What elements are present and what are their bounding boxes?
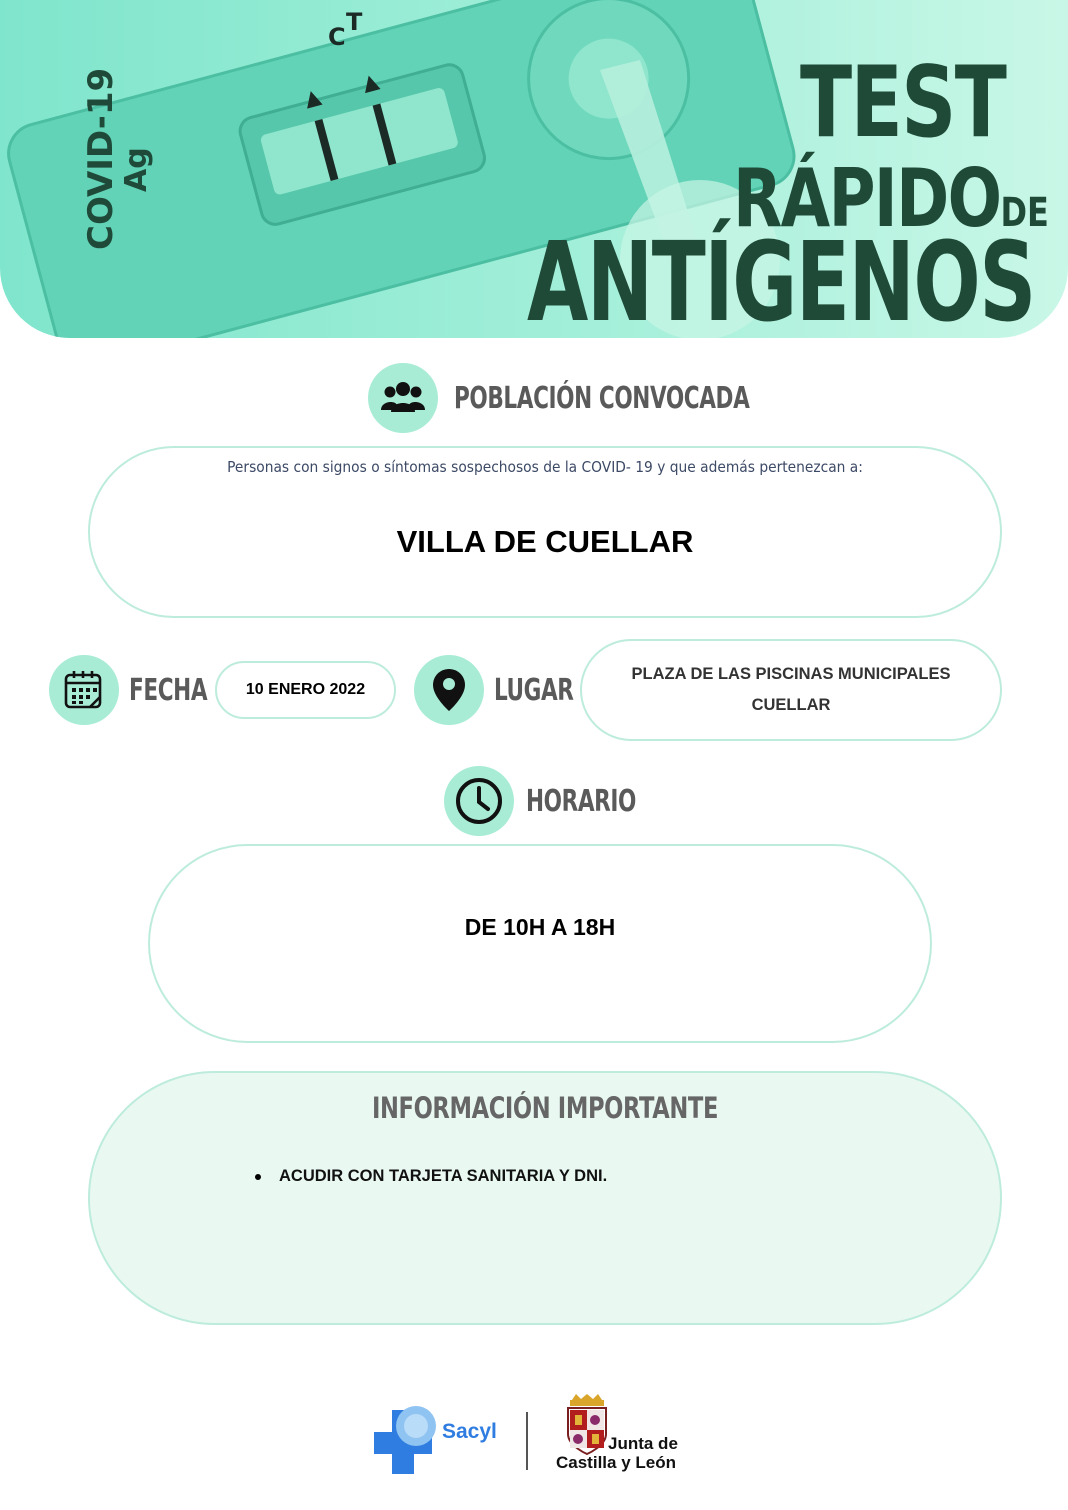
title-line-antigenos: ANTÍGENOS [527, 218, 1035, 338]
horario-box [148, 844, 932, 1043]
fecha-box [215, 661, 396, 719]
poblacion-intro: Personas con signos o síntomas sospechosos de la COVID- 19 y que además pertenezcan a: [227, 458, 863, 476]
info-heading: INFORMACIÓN IMPORTANTE [371, 1091, 719, 1125]
lugar-box [580, 639, 1002, 741]
title-line-test: TEST [800, 46, 1006, 160]
poblacion-heading: POBLACIÓN CONVOCADA [454, 380, 750, 416]
footer-logos [370, 1390, 710, 1480]
info-list [255, 1167, 607, 1186]
junta-line2: Castilla y León [556, 1453, 676, 1472]
info-item-text: ACUDIR CON TARJETA SANITARIA Y DNI. [279, 1167, 608, 1185]
sacyl-logo-icon [370, 1402, 440, 1482]
info-box [88, 1071, 1002, 1325]
group-icon [368, 363, 438, 433]
clock-icon [444, 766, 514, 836]
list-item [255, 1167, 607, 1186]
lugar-line2: CUELLAR [751, 696, 831, 714]
fecha-value: 10 ENERO 2022 [245, 681, 366, 698]
lugar-heading: LUGAR [494, 672, 574, 708]
horario-heading: HORARIO [526, 783, 636, 819]
logo-divider [526, 1412, 528, 1470]
kit-label-line2: Ag [119, 147, 154, 192]
hero-banner [0, 0, 1068, 338]
lugar-line1: PLAZA DE LAS PISCINAS MUNICIPALES [631, 665, 951, 683]
poblacion-header [368, 363, 823, 433]
poblacion-box [88, 446, 1002, 618]
horario-value: DE 10H A 18H [464, 914, 616, 940]
calendar-icon [49, 655, 119, 725]
fecha-heading: FECHA [129, 672, 208, 708]
bullet-icon [255, 1174, 261, 1180]
horario-header [444, 766, 663, 836]
junta-line1: Junta de [608, 1434, 678, 1453]
kit-marker-c: C [328, 23, 346, 51]
kit-marker-t: T [346, 8, 363, 36]
fecha-header [49, 655, 227, 725]
kit-label-line1: COVID-19 [81, 67, 121, 250]
sacyl-wordmark: Sacyl [442, 1420, 497, 1443]
lugar-header [414, 655, 593, 725]
title-de-word: DE [1000, 190, 1049, 236]
title-rapido-word: RÁPIDO [733, 152, 1001, 245]
location-pin-icon [414, 655, 484, 725]
poblacion-place: VILLA DE CUELLAR [396, 524, 694, 559]
junta-wordmark [556, 1434, 678, 1472]
